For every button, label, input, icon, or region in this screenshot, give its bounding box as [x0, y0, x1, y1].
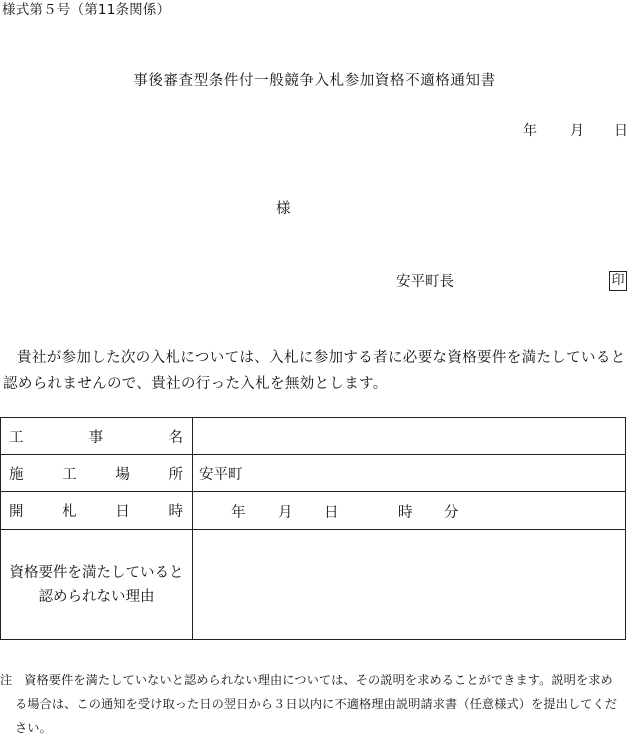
datetime-hour: 時	[398, 505, 413, 521]
date-year: 年	[523, 123, 537, 139]
label-char: 名	[168, 429, 183, 446]
label-char: 工	[9, 429, 24, 446]
table-row-construction-name	[1, 418, 626, 455]
body-paragraph: 貴社が参加した次の入札については、入札に参加する者に必要な資格要件を満たしていると認められませんので、貴社の行った入札を無効とします。	[3, 350, 626, 392]
datetime-day: 日	[324, 505, 339, 521]
value-reason	[193, 530, 626, 640]
document-title: 事後審査型条件付一般競争入札参加資格不適格通知書	[133, 73, 496, 89]
label-char: 施	[9, 466, 24, 483]
seal-stamp-box: 印	[609, 271, 627, 291]
notice-body-text	[3, 345, 629, 397]
label-construction-name	[1, 418, 193, 455]
footnote-line-2: る場合は、この通知を受け取った日の翌日から３日以内に不適格理由説明請求書（任意様式）を提出してくだ	[15, 697, 618, 711]
table-row-construction-site	[1, 455, 626, 492]
label-char: 工	[62, 466, 77, 483]
date-day: 日	[614, 123, 628, 139]
datetime-month: 月	[278, 505, 293, 521]
value-construction-site: 安平町	[193, 455, 626, 492]
label-construction-site	[1, 455, 193, 492]
value-bid-opening-datetime	[193, 492, 626, 530]
label-char: 日	[115, 504, 130, 520]
footnote-line-1	[0, 668, 629, 692]
datetime-minute: 分	[444, 505, 459, 521]
date-month: 月	[570, 123, 584, 139]
datetime-year: 年	[231, 505, 246, 521]
footnote	[0, 668, 629, 740]
addressee-honorific: 様	[276, 201, 291, 217]
table-row-bid-opening-datetime	[1, 492, 626, 530]
sender-name: 安平町長	[396, 274, 454, 290]
footnote-line-3: さい。	[15, 721, 52, 735]
label-char: 時	[168, 504, 183, 520]
footnote-prefix: 注	[0, 673, 13, 687]
label-reason: 資格要件を満たしていると認められない理由	[1, 530, 193, 640]
footnote-text-1: 資格要件を満たしていないと認められない理由については、その説明を求めることができます。説明を求め	[24, 673, 613, 687]
label-char: 開	[9, 504, 24, 520]
value-construction-name	[193, 418, 626, 455]
table-row-reason	[1, 530, 626, 640]
bid-info-table	[0, 417, 626, 640]
label-char: 事	[88, 429, 104, 446]
label-bid-opening-datetime	[1, 492, 193, 530]
label-char: 所	[168, 466, 183, 483]
label-char: 札	[62, 504, 77, 520]
form-number-label: 様式第５号（第11条関係）	[2, 2, 171, 18]
label-char: 場	[115, 466, 130, 483]
